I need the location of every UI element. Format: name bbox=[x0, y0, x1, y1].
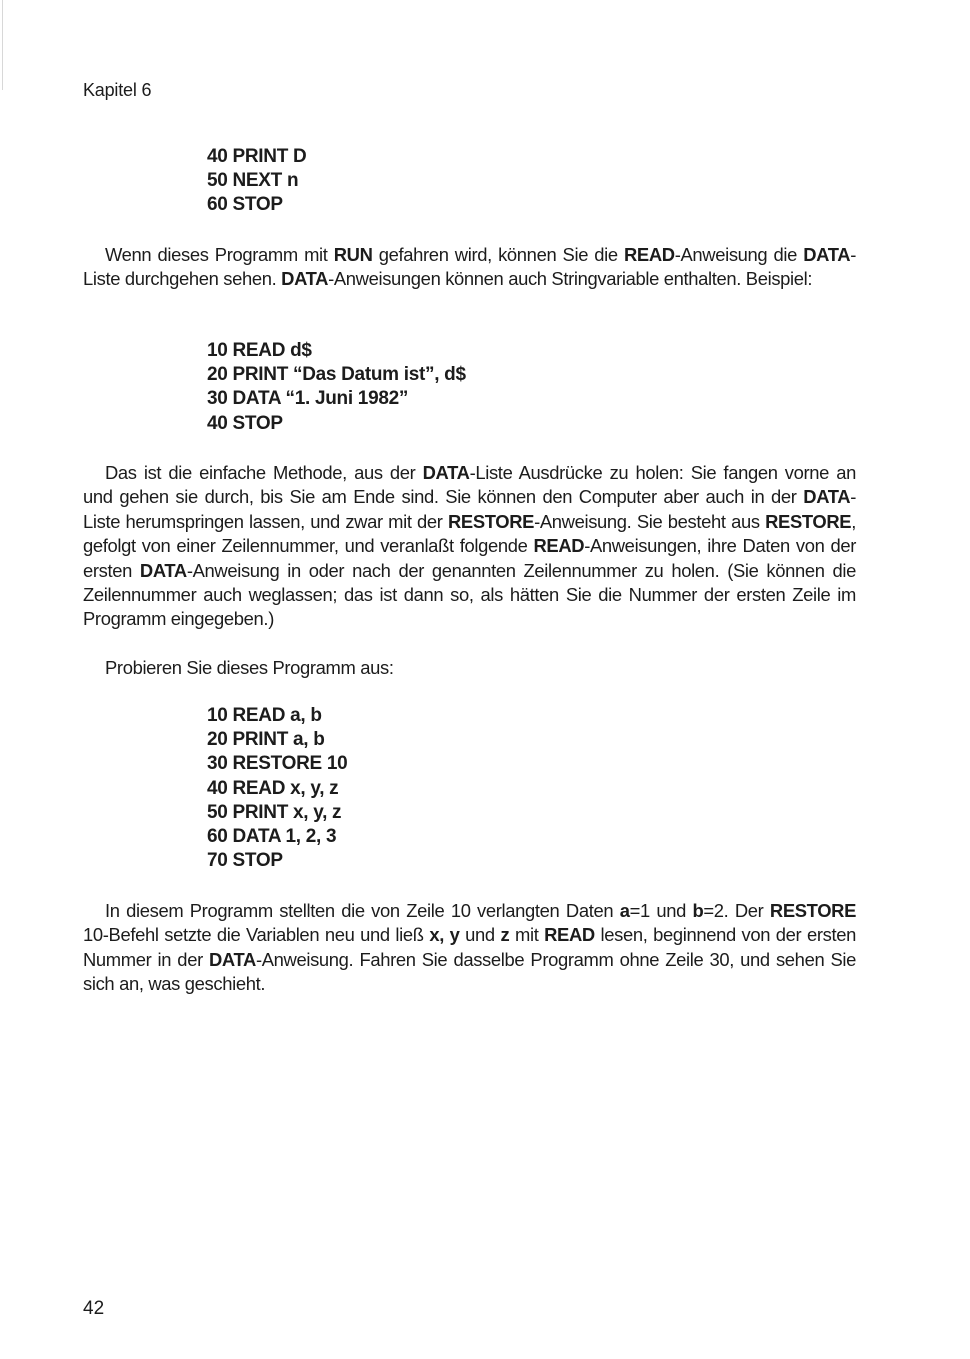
code-listing-3 bbox=[207, 704, 347, 873]
code-line: 70 STOP bbox=[207, 850, 283, 872]
code-line: 30 DATA “1. Juni 1982” bbox=[207, 388, 409, 410]
code-line: 50 PRINT x, y, z bbox=[207, 801, 342, 823]
code-line: 60 STOP bbox=[207, 194, 283, 216]
code-line: 40 STOP bbox=[207, 412, 283, 434]
page-number: 42 bbox=[83, 1298, 105, 1319]
code-listing-2 bbox=[207, 339, 466, 436]
code-line: 60 DATA 1, 2, 3 bbox=[207, 826, 337, 848]
code-line: 10 READ a, b bbox=[207, 705, 322, 726]
paragraph-1: Wenn dieses Programm mit RUN gefahren wird, können Sie die READ-Anweisung die DATA-Liste durchgehen sehen. DATA-Anweisungen können auch Stringvariable enthalten. Beispiel: bbox=[83, 244, 856, 290]
code-line: 20 PRINT “Das Datum ist”, d$ bbox=[207, 364, 466, 386]
page-edge-mark bbox=[2, 0, 3, 90]
code-line: 40 READ x, y, z bbox=[207, 777, 339, 799]
code-line: 40 PRINT D bbox=[207, 146, 307, 167]
paragraph-3: Probieren Sie dieses Programm aus: bbox=[105, 657, 394, 678]
code-line: 20 PRINT a, b bbox=[207, 729, 325, 751]
code-listing-1 bbox=[207, 145, 306, 218]
running-head: Kapitel 6 bbox=[83, 80, 152, 100]
code-line: 10 READ d$ bbox=[207, 340, 312, 361]
paragraph-4: In diesem Programm stellten die von Zeile 10 verlangten Daten a=1 und b=2. Der RESTORE 10-Befehl setzte die Variablen neu und ließ x, y und z mit READ lesen, beginnend von der ersten Nummer in der DATA-Anweisung. Fahren Sie dasselbe Programm ohne Zeile 30, und sehen Sie sich an, was geschieht. bbox=[83, 900, 857, 995]
code-line: 30 RESTORE 10 bbox=[207, 753, 348, 775]
code-line: 50 NEXT n bbox=[207, 170, 299, 192]
paragraph-2: Das ist die einfache Methode, aus der DATA-Liste Ausdrücke zu holen: Sie fangen vorne an und gehen sie durch, bis Sie am Ende sind. Sie können den Computer aber auch in der DATA-Liste herumspringen lassen, und zwar mit der RESTORE-Anweisung. Sie besteht aus RESTORE, gefolgt von einer Zeilennummer, und veranlaßt folgende READ-Anweisungen, ihre Daten von der ersten DATA-Anweisung in oder nach der genannten Zeilennummer zu holen. (Sie können die Zeilennummer auch weglassen; das ist dann so, als hätten Sie die Nummer der ersten Zeile im Programm eingegeben.) bbox=[83, 462, 856, 630]
